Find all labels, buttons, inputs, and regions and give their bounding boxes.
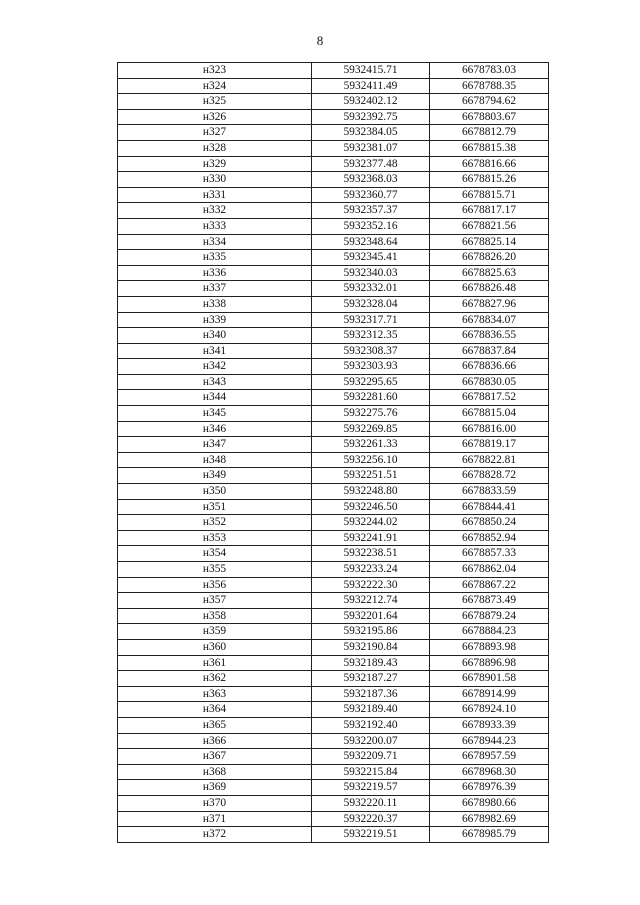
point-id-cell: н351 — [118, 499, 312, 515]
x-coordinate-cell: 5932368.03 — [312, 172, 430, 188]
y-coordinate-cell: 6678825.14 — [430, 234, 549, 250]
table-row — [118, 312, 549, 328]
y-coordinate-cell: 6678816.00 — [430, 421, 549, 437]
x-coordinate-cell: 5932308.37 — [312, 343, 430, 359]
x-coordinate-cell: 5932190.84 — [312, 639, 430, 655]
x-coordinate-cell: 5932220.37 — [312, 811, 430, 827]
table-row — [118, 593, 549, 609]
point-id-cell: н352 — [118, 515, 312, 531]
x-coordinate-cell: 5932360.77 — [312, 187, 430, 203]
point-id-cell: н329 — [118, 156, 312, 172]
x-coordinate-cell: 5932303.93 — [312, 359, 430, 375]
y-coordinate-cell: 6678944.23 — [430, 733, 549, 749]
y-coordinate-cell: 6678836.55 — [430, 328, 549, 344]
y-coordinate-cell: 6678794.62 — [430, 94, 549, 110]
point-id-cell: н342 — [118, 359, 312, 375]
table-row — [118, 187, 549, 203]
point-id-cell: н336 — [118, 265, 312, 281]
x-coordinate-cell: 5932328.04 — [312, 296, 430, 312]
y-coordinate-cell: 6678828.72 — [430, 468, 549, 484]
table-row — [118, 655, 549, 671]
x-coordinate-cell: 5932251.51 — [312, 468, 430, 484]
table-row — [118, 749, 549, 765]
table-row — [118, 484, 549, 500]
y-coordinate-cell: 6678867.22 — [430, 577, 549, 593]
y-coordinate-cell: 6678830.05 — [430, 374, 549, 390]
y-coordinate-cell: 6678914.99 — [430, 686, 549, 702]
y-coordinate-cell: 6678982.69 — [430, 811, 549, 827]
table-row — [118, 608, 549, 624]
y-coordinate-cell: 6678852.94 — [430, 530, 549, 546]
x-coordinate-cell: 5932201.64 — [312, 608, 430, 624]
point-id-cell: н369 — [118, 780, 312, 796]
y-coordinate-cell: 6678821.56 — [430, 218, 549, 234]
table-row — [118, 827, 549, 843]
point-id-cell: н343 — [118, 374, 312, 390]
page-number: 8 — [316, 33, 324, 48]
point-id-cell: н335 — [118, 250, 312, 266]
table-row — [118, 437, 549, 453]
y-coordinate-cell: 6678817.52 — [430, 390, 549, 406]
y-coordinate-cell: 6678819.17 — [430, 437, 549, 453]
point-id-cell: н341 — [118, 343, 312, 359]
point-id-cell: н338 — [118, 296, 312, 312]
point-id-cell: н364 — [118, 702, 312, 718]
point-id-cell: н334 — [118, 234, 312, 250]
x-coordinate-cell: 5932340.03 — [312, 265, 430, 281]
point-id-cell: н344 — [118, 390, 312, 406]
x-coordinate-cell: 5932261.33 — [312, 437, 430, 453]
table-row — [118, 452, 549, 468]
y-coordinate-cell: 6678980.66 — [430, 795, 549, 811]
point-id-cell: н350 — [118, 484, 312, 500]
point-id-cell: н365 — [118, 717, 312, 733]
x-coordinate-cell: 5932200.07 — [312, 733, 430, 749]
point-id-cell: н349 — [118, 468, 312, 484]
x-coordinate-cell: 5932244.02 — [312, 515, 430, 531]
y-coordinate-cell: 6678788.35 — [430, 78, 549, 94]
point-id-cell: н347 — [118, 437, 312, 453]
y-coordinate-cell: 6678826.20 — [430, 250, 549, 266]
y-coordinate-cell: 6678968.30 — [430, 764, 549, 780]
y-coordinate-cell: 6678850.24 — [430, 515, 549, 531]
x-coordinate-cell: 5932295.65 — [312, 374, 430, 390]
table-row — [118, 577, 549, 593]
table-row — [118, 78, 549, 94]
x-coordinate-cell: 5932187.27 — [312, 671, 430, 687]
x-coordinate-cell: 5932381.07 — [312, 140, 430, 156]
y-coordinate-cell: 6678896.98 — [430, 655, 549, 671]
table-row — [118, 234, 549, 250]
point-id-cell: н372 — [118, 827, 312, 843]
y-coordinate-cell: 6678783.03 — [430, 63, 549, 79]
x-coordinate-cell: 5932189.43 — [312, 655, 430, 671]
y-coordinate-cell: 6678816.66 — [430, 156, 549, 172]
x-coordinate-cell: 5932411.49 — [312, 78, 430, 94]
table-row — [118, 795, 549, 811]
y-coordinate-cell: 6678893.98 — [430, 639, 549, 655]
point-id-cell: н340 — [118, 328, 312, 344]
coordinates-table-body — [118, 63, 549, 843]
point-id-cell: н354 — [118, 546, 312, 562]
y-coordinate-cell: 6678817.17 — [430, 203, 549, 219]
x-coordinate-cell: 5932219.57 — [312, 780, 430, 796]
point-id-cell: н358 — [118, 608, 312, 624]
y-coordinate-cell: 6678812.79 — [430, 125, 549, 141]
point-id-cell: н348 — [118, 452, 312, 468]
table-row — [118, 406, 549, 422]
table-row — [118, 686, 549, 702]
point-id-cell: н361 — [118, 655, 312, 671]
table-row — [118, 140, 549, 156]
x-coordinate-cell: 5932357.37 — [312, 203, 430, 219]
table-row — [118, 468, 549, 484]
table-row — [118, 733, 549, 749]
y-coordinate-cell: 6678879.24 — [430, 608, 549, 624]
x-coordinate-cell: 5932384.05 — [312, 125, 430, 141]
x-coordinate-cell: 5932192.40 — [312, 717, 430, 733]
y-coordinate-cell: 6678827.96 — [430, 296, 549, 312]
point-id-cell: н328 — [118, 140, 312, 156]
x-coordinate-cell: 5932312.35 — [312, 328, 430, 344]
table-row — [118, 515, 549, 531]
x-coordinate-cell: 5932352.16 — [312, 218, 430, 234]
table-row — [118, 328, 549, 344]
y-coordinate-cell: 6678803.67 — [430, 109, 549, 125]
y-coordinate-cell: 6678815.04 — [430, 406, 549, 422]
x-coordinate-cell: 5932189.40 — [312, 702, 430, 718]
y-coordinate-cell: 6678924.10 — [430, 702, 549, 718]
y-coordinate-cell: 6678834.07 — [430, 312, 549, 328]
y-coordinate-cell: 6678873.49 — [430, 593, 549, 609]
table-row — [118, 811, 549, 827]
y-coordinate-cell: 6678833.59 — [430, 484, 549, 500]
table-row — [118, 717, 549, 733]
table-row — [118, 671, 549, 687]
point-id-cell: н355 — [118, 562, 312, 578]
table-row — [118, 639, 549, 655]
x-coordinate-cell: 5932220.11 — [312, 795, 430, 811]
point-id-cell: н339 — [118, 312, 312, 328]
y-coordinate-cell: 6678933.39 — [430, 717, 549, 733]
table-row — [118, 109, 549, 125]
x-coordinate-cell: 5932256.10 — [312, 452, 430, 468]
point-id-cell: н360 — [118, 639, 312, 655]
table-row — [118, 172, 549, 188]
point-id-cell: н327 — [118, 125, 312, 141]
y-coordinate-cell: 6678815.71 — [430, 187, 549, 203]
x-coordinate-cell: 5932248.80 — [312, 484, 430, 500]
point-id-cell: н370 — [118, 795, 312, 811]
point-id-cell: н333 — [118, 218, 312, 234]
table-row — [118, 156, 549, 172]
y-coordinate-cell: 6678815.38 — [430, 140, 549, 156]
y-coordinate-cell: 6678826.48 — [430, 281, 549, 297]
x-coordinate-cell: 5932415.71 — [312, 63, 430, 79]
y-coordinate-cell: 6678901.58 — [430, 671, 549, 687]
x-coordinate-cell: 5932402.12 — [312, 94, 430, 110]
point-id-cell: н366 — [118, 733, 312, 749]
table-row — [118, 421, 549, 437]
table-row — [118, 343, 549, 359]
point-id-cell: н359 — [118, 624, 312, 640]
table-row — [118, 764, 549, 780]
point-id-cell: н368 — [118, 764, 312, 780]
y-coordinate-cell: 6678857.33 — [430, 546, 549, 562]
y-coordinate-cell: 6678976.39 — [430, 780, 549, 796]
table-row — [118, 296, 549, 312]
x-coordinate-cell: 5932222.30 — [312, 577, 430, 593]
y-coordinate-cell: 6678884.23 — [430, 624, 549, 640]
y-coordinate-cell: 6678837.84 — [430, 343, 549, 359]
x-coordinate-cell: 5932187.36 — [312, 686, 430, 702]
y-coordinate-cell: 6678836.66 — [430, 359, 549, 375]
table-row — [118, 530, 549, 546]
table-row — [118, 125, 549, 141]
coordinates-table — [117, 62, 549, 843]
table-row — [118, 390, 549, 406]
table-row — [118, 63, 549, 79]
table-row — [118, 546, 549, 562]
point-id-cell: н325 — [118, 94, 312, 110]
point-id-cell: н371 — [118, 811, 312, 827]
point-id-cell: н363 — [118, 686, 312, 702]
point-id-cell: н362 — [118, 671, 312, 687]
point-id-cell: н332 — [118, 203, 312, 219]
point-id-cell: н356 — [118, 577, 312, 593]
x-coordinate-cell: 5932281.60 — [312, 390, 430, 406]
table-row — [118, 624, 549, 640]
y-coordinate-cell: 6678985.79 — [430, 827, 549, 843]
x-coordinate-cell: 5932246.50 — [312, 499, 430, 515]
y-coordinate-cell: 6678822.81 — [430, 452, 549, 468]
x-coordinate-cell: 5932269.85 — [312, 421, 430, 437]
table-row — [118, 562, 549, 578]
table-row — [118, 218, 549, 234]
x-coordinate-cell: 5932332.01 — [312, 281, 430, 297]
table-row — [118, 265, 549, 281]
x-coordinate-cell: 5932317.71 — [312, 312, 430, 328]
table-row — [118, 94, 549, 110]
x-coordinate-cell: 5932377.48 — [312, 156, 430, 172]
x-coordinate-cell: 5932219.51 — [312, 827, 430, 843]
point-id-cell: н331 — [118, 187, 312, 203]
point-id-cell: н357 — [118, 593, 312, 609]
point-id-cell: н346 — [118, 421, 312, 437]
y-coordinate-cell: 6678825.63 — [430, 265, 549, 281]
table-row — [118, 359, 549, 375]
x-coordinate-cell: 5932345.41 — [312, 250, 430, 266]
table-row — [118, 374, 549, 390]
point-id-cell: н345 — [118, 406, 312, 422]
y-coordinate-cell: 6678957.59 — [430, 749, 549, 765]
point-id-cell: н326 — [118, 109, 312, 125]
table-row — [118, 203, 549, 219]
point-id-cell: н367 — [118, 749, 312, 765]
table-row — [118, 250, 549, 266]
x-coordinate-cell: 5932195.86 — [312, 624, 430, 640]
x-coordinate-cell: 5932348.64 — [312, 234, 430, 250]
point-id-cell: н330 — [118, 172, 312, 188]
point-id-cell: н337 — [118, 281, 312, 297]
table-row — [118, 281, 549, 297]
y-coordinate-cell: 6678815.26 — [430, 172, 549, 188]
x-coordinate-cell: 5932209.71 — [312, 749, 430, 765]
y-coordinate-cell: 6678844.41 — [430, 499, 549, 515]
x-coordinate-cell: 5932275.76 — [312, 406, 430, 422]
x-coordinate-cell: 5932215.84 — [312, 764, 430, 780]
point-id-cell: н324 — [118, 78, 312, 94]
table-row — [118, 499, 549, 515]
x-coordinate-cell: 5932238.51 — [312, 546, 430, 562]
y-coordinate-cell: 6678862.04 — [430, 562, 549, 578]
x-coordinate-cell: 5932392.75 — [312, 109, 430, 125]
table-row — [118, 780, 549, 796]
point-id-cell: н353 — [118, 530, 312, 546]
x-coordinate-cell: 5932241.91 — [312, 530, 430, 546]
table-row — [118, 702, 549, 718]
point-id-cell: н323 — [118, 63, 312, 79]
x-coordinate-cell: 5932233.24 — [312, 562, 430, 578]
x-coordinate-cell: 5932212.74 — [312, 593, 430, 609]
